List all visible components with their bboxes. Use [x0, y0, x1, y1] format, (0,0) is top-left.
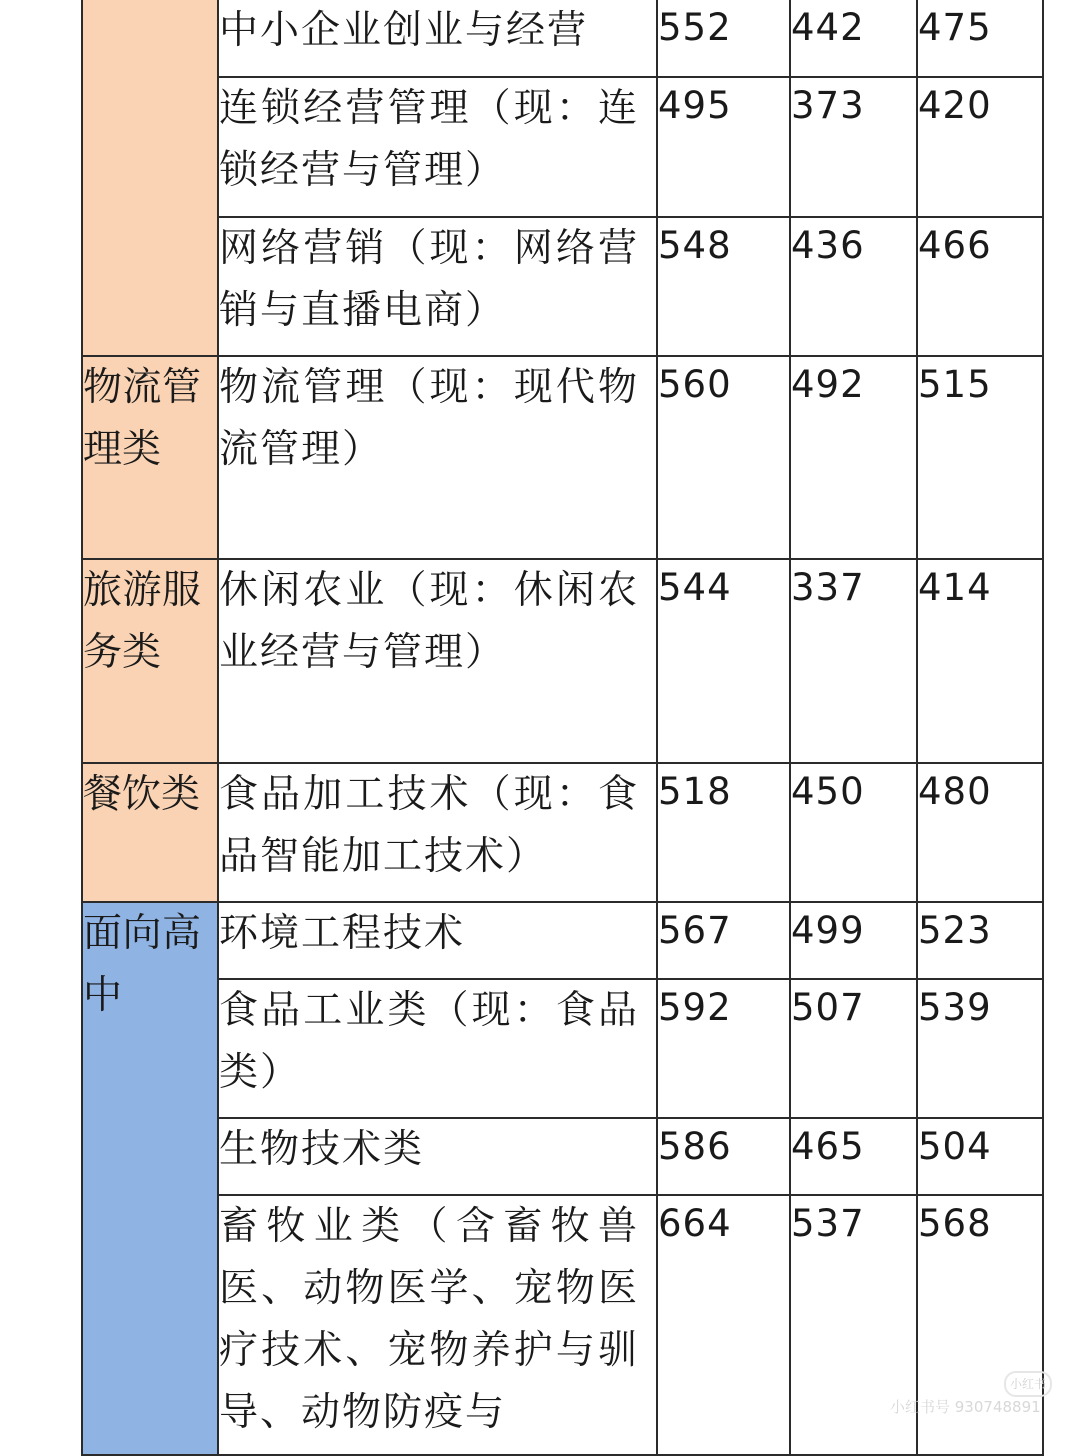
score-cell: 436 — [790, 217, 917, 356]
score-cell: 504 — [917, 1118, 1043, 1195]
score-cell: 337 — [790, 559, 917, 763]
score-table — [81, 0, 1044, 1456]
table-row — [82, 0, 1043, 77]
major-cell — [218, 217, 657, 356]
table-row — [82, 356, 1043, 559]
score-cell: 475 — [917, 0, 1043, 77]
major-name: 食品工业类（现：食品类） — [219, 988, 639, 1095]
major-name: 食品加工技术（现：食品智能加工技术） — [219, 772, 639, 879]
watermark-text: 小红书号 930748891 — [890, 1398, 1041, 1416]
category-cell — [82, 559, 218, 763]
major-name: 连锁经营管理（现：连锁经营与管理） — [219, 86, 639, 193]
score-cell: 537 — [790, 1195, 917, 1455]
major-cell — [218, 1195, 657, 1455]
major-cell — [218, 559, 657, 763]
category-cell — [82, 0, 218, 356]
category-cell — [82, 763, 218, 902]
major-cell — [218, 902, 657, 979]
major-name: 生物技术类 — [219, 1127, 425, 1172]
major-cell — [218, 979, 657, 1118]
score-cell: 492 — [790, 356, 917, 559]
score-cell: 465 — [790, 1118, 917, 1195]
score-cell: 552 — [657, 0, 790, 77]
score-cell: 420 — [917, 77, 1043, 217]
score-cell: 518 — [657, 763, 790, 902]
score-cell: 507 — [790, 979, 917, 1118]
table-row — [82, 902, 1043, 979]
table-row — [82, 559, 1043, 763]
major-cell — [218, 1118, 657, 1195]
major-cell — [218, 0, 657, 77]
major-name: 休闲农业（现：休闲农业经营与管理） — [219, 568, 639, 675]
major-name: 环境工程技术 — [219, 911, 466, 956]
table-row — [82, 217, 1043, 356]
score-cell: 523 — [917, 902, 1043, 979]
score-cell: 466 — [917, 217, 1043, 356]
major-name: 物流管理（现：现代物流管理） — [219, 365, 639, 472]
score-cell: 450 — [790, 763, 917, 902]
category-label: 餐饮类 — [83, 772, 201, 817]
score-cell: 560 — [657, 356, 790, 559]
category-label: 物流管理类 — [83, 365, 201, 472]
score-cell: 515 — [917, 356, 1043, 559]
score-cell: 592 — [657, 979, 790, 1118]
score-cell: 495 — [657, 77, 790, 217]
category-label: 旅游服务类 — [83, 568, 201, 675]
category-cell — [82, 356, 218, 559]
score-cell: 539 — [917, 979, 1043, 1118]
major-name: 畜牧业类（含畜牧兽医、动物医学、宠物医疗技术、宠物养护与驯导、动物防疫与 — [219, 1204, 639, 1435]
score-cell: 568 — [917, 1195, 1043, 1455]
category-label: 面向高中 — [83, 911, 201, 1018]
score-cell: 499 — [790, 902, 917, 979]
score-cell: 586 — [657, 1118, 790, 1195]
table-row — [82, 979, 1043, 1118]
major-cell — [218, 77, 657, 217]
score-cell: 664 — [657, 1195, 790, 1455]
category-cell — [82, 902, 218, 1455]
score-cell: 373 — [790, 77, 917, 217]
score-cell: 480 — [917, 763, 1043, 902]
score-cell: 548 — [657, 217, 790, 356]
major-name: 中小企业创业与经营 — [219, 8, 589, 53]
watermark-logo: 小红书 — [1004, 1371, 1052, 1397]
score-cell: 567 — [657, 902, 790, 979]
score-cell: 544 — [657, 559, 790, 763]
score-cell: 414 — [917, 559, 1043, 763]
table-row — [82, 77, 1043, 217]
major-name: 网络营销（现：网络营销与直播电商） — [219, 226, 639, 333]
major-cell — [218, 356, 657, 559]
table-row — [82, 763, 1043, 902]
table-row — [82, 1118, 1043, 1195]
major-cell — [218, 763, 657, 902]
score-cell: 442 — [790, 0, 917, 77]
